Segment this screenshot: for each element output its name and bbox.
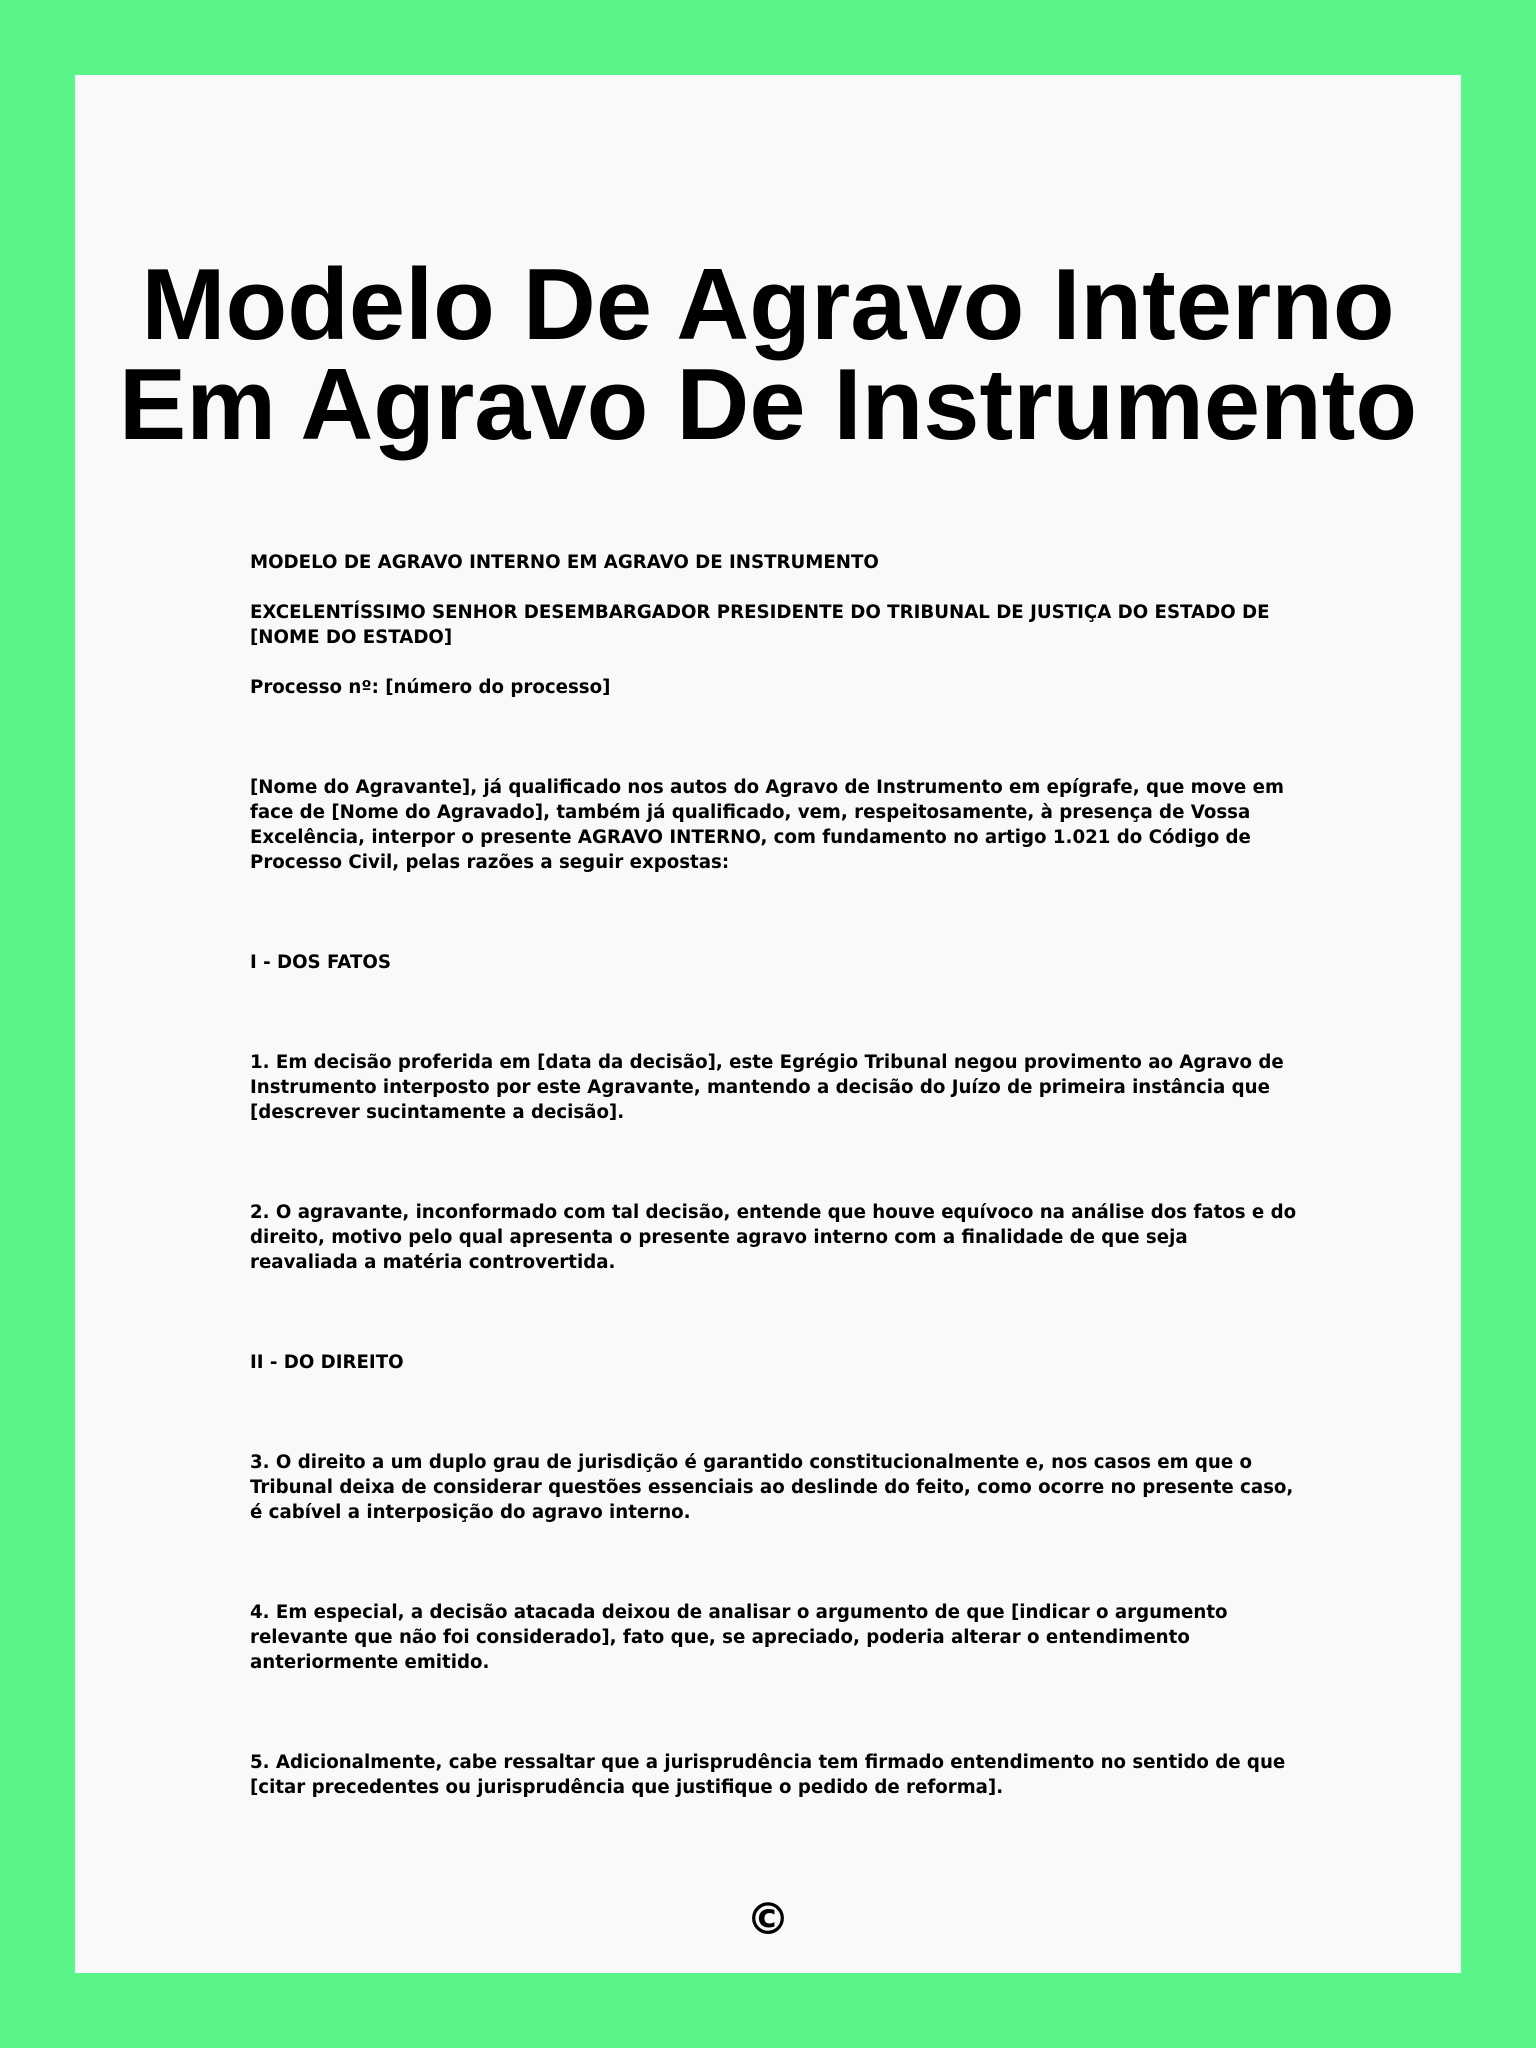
paragraph-4: 4. Em especial, a decisão atacada deixou de analisar o argumento de que [indicar o argumento relevante que não foi considerado], fato que, se apreciado, poderia alterar o entendimento anteriormente emitido. xyxy=(250,1602,1228,1673)
title-line-2: Em Agravo De Instrumento xyxy=(118,349,1418,461)
paragraph-2: 2. O agravante, inconformado com tal decisão, entende que houve equívoco na análise dos fatos e do direito, motivo pelo qual apresenta o presente agravo interno com a finalidade de que seja reavaliada a matéria controvertida. xyxy=(250,1202,1297,1273)
section-title-facts: I - DOS FATOS xyxy=(250,952,391,973)
intro-paragraph: [Nome do Agravante], já qualificado nos autos do Agravo de Instrumento em epígrafe, que move em face de [Nome do Agravado], também já qualificado, vem, respeitosamente, à presença de Vossa Excelência, interpor o presente AGRAVO INTERNO, com fundamento no artigo 1.021 do Código de Processo Civil, pelas razões a seguir expostas: xyxy=(250,777,1284,873)
paragraph-1: 1. Em decisão proferida em [data da decisão], este Egrégio Tribunal negou provimento ao Agravo de Instrumento interposto por este Agravante, mantendo a decisão do Juízo de primeira instância que [descrever sucintamente a decisão]. xyxy=(250,1052,1284,1123)
addressee: EXCELENTÍSSIMO SENHOR DESEMBARGADOR PRESIDENTE DO TRIBUNAL DE JUSTIÇA DO ESTADO DE [NOME DO ESTADO] xyxy=(250,602,1270,648)
paragraph-5: 5. Adicionalmente, cabe ressaltar que a jurisprudência tem firmado entendimento no sentido de que [citar precedentes ou jurisprudência que justifique o pedido de reforma]. xyxy=(250,1752,1286,1798)
process-label: Processo nº: xyxy=(250,677,379,698)
section-title-law: II - DO DIREITO xyxy=(250,1352,404,1373)
paragraph-3: 3. O direito a um duplo grau de jurisdição é garantido constitucionalmente e, nos casos em que o Tribunal deixa de considerar questões essenciais ao deslinde do feito, como ocorre no presente caso, é cabível a interposição do agravo interno. xyxy=(250,1452,1294,1523)
copyright-symbol: © xyxy=(746,1894,790,1945)
document-page xyxy=(75,75,1461,1973)
title-line-1: Modelo De Agravo Interno xyxy=(141,249,1395,361)
process-value: [número do processo] xyxy=(385,677,611,698)
document-heading: MODELO DE AGRAVO INTERNO EM AGRAVO DE INSTRUMENTO xyxy=(250,552,879,573)
process-number xyxy=(250,675,1300,700)
document-body xyxy=(250,550,1300,1800)
page-title xyxy=(75,249,1461,461)
